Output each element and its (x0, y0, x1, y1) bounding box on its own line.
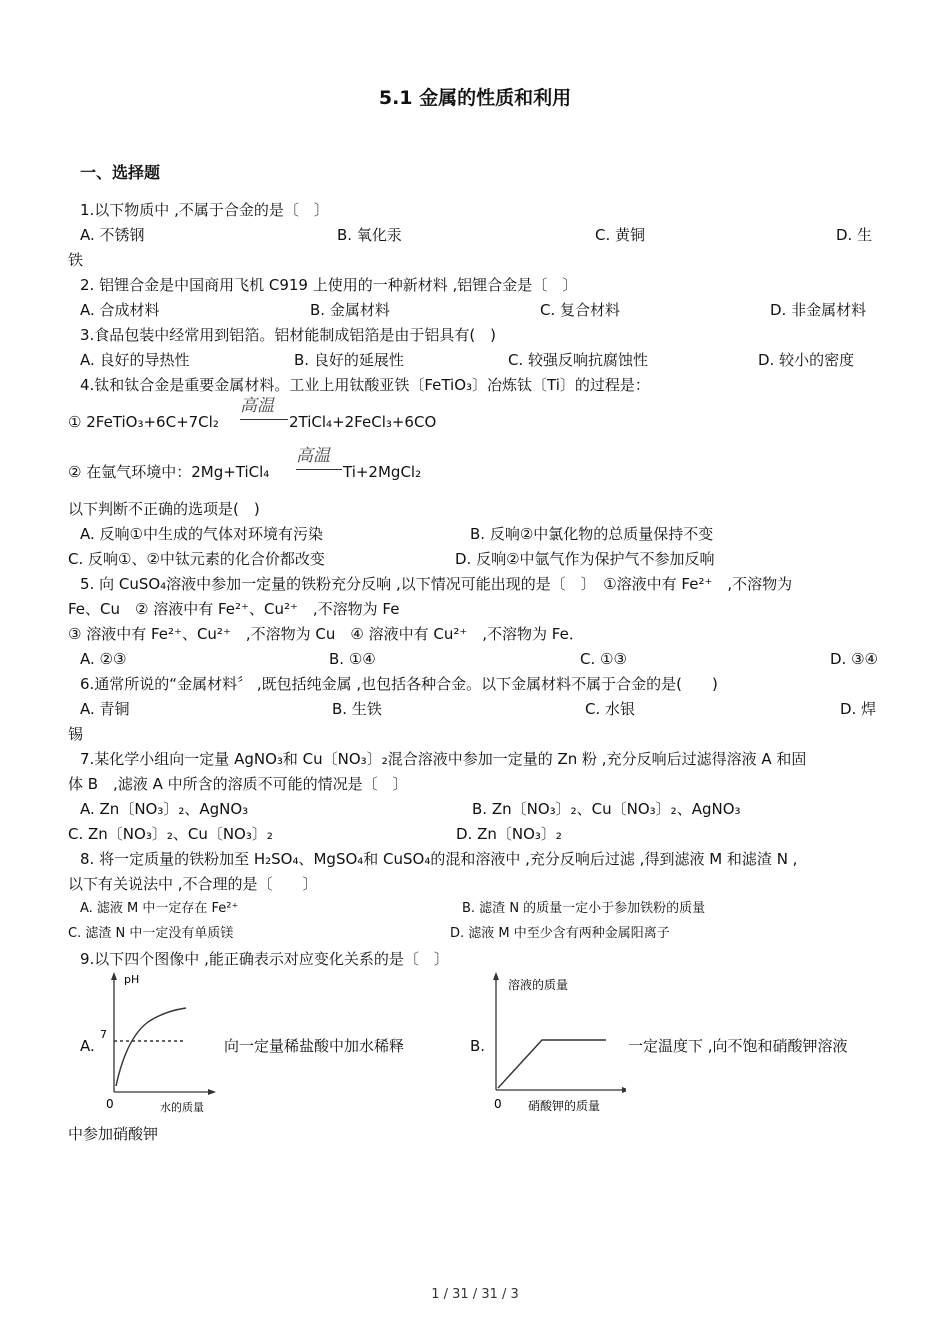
q6-option-b: B. 生铁 (332, 700, 382, 718)
chart-a-x-arrow (208, 1089, 216, 1095)
chart-a-origin: 0 (106, 1097, 114, 1111)
q5-option-c: C. ①③ (580, 650, 627, 668)
q4-equation-1-left: ① 2FeTiO₃+6C+7Cl₂ (68, 413, 219, 431)
q6-stem: 6.通常所说的“金属材料〞 ,既包括纯金属 ,也包括各种合金。以下金属材料不属于合金的是( ) (80, 675, 718, 693)
q1-option-d: D. 生 (836, 226, 873, 244)
q4-equation-2-right: Ti+2MgCl₂ (343, 463, 422, 481)
chart-a-y-arrow (111, 972, 117, 980)
q5-line-1: 5. 向 CuSO₄溶液中参加一定量的铁粉充分反响 ,以下情况可能出现的是〔 〕 ①溶液中有 Fe²⁺ ,不溶物为 (80, 575, 793, 593)
q4-equation-2-left: ② 在氩气环境中：2Mg+TiCl₄ (68, 463, 270, 481)
q2-option-c: C. 复合材料 (540, 301, 621, 319)
q6-option-d: D. 焊 (840, 700, 877, 718)
q9-option-b-text: 一定温度下 ,向不饱和硝酸钾溶液 (628, 1037, 848, 1055)
q4-option-d: D. 反响②中氩气作为保护气不参加反响 (455, 550, 715, 568)
q8-option-b: B. 滤渣 N 的质量一定小于参加铁粉的质量 (462, 901, 706, 916)
q3-option-a: A. 良好的导热性 (80, 351, 190, 369)
q6-option-a: A. 青铜 (80, 700, 130, 718)
q1-option-c: C. 黄铜 (595, 226, 646, 244)
q1-option-a: A. 不锈钢 (80, 226, 145, 244)
q9-option-a-label: A. (80, 1037, 95, 1055)
q3-option-c: C. 较强反响抗腐蚀性 (508, 351, 649, 369)
q5-line-2: Fe、Cu ② 溶液中有 Fe²⁺、Cu²⁺ ,不溶物为 Fe (68, 600, 400, 618)
q7-option-c: C. Zn〔NO₃〕₂、Cu〔NO₃〕₂ (68, 825, 273, 843)
q1-option-b: B. 氧化汞 (337, 226, 402, 244)
chart-b-xlabel: 硝酸钾的质量 (528, 1099, 601, 1113)
q1-stem: 1.以下物质中 ,不属于合金的是〔 〕 (80, 201, 329, 219)
chart-b-origin: 0 (494, 1097, 502, 1111)
q4-ask: 以下判断不正确的选项是( ) (68, 500, 260, 518)
q5-line-3: ③ 溶液中有 Fe²⁺、Cu²⁺ ,不溶物为 Cu ④ 溶液中有 Cu²⁺ ,不溶物为 Fe． (68, 625, 584, 643)
q4-option-b: B. 反响②中氯化物的总质量保持不变 (470, 525, 714, 543)
page-footer: 1 / 31 / 31 / 3 (431, 1287, 519, 1302)
q9-option-b-text-cont: 中参加硝酸钾 (68, 1125, 159, 1143)
chart-b-line (498, 1040, 606, 1088)
q4-condition-2: 高温 (296, 446, 330, 466)
q7-option-b: B. Zn〔NO₃〕₂、Cu〔NO₃〕₂、AgNO₃ (472, 800, 741, 818)
q7-line-1: 7.某化学小组向一定量 AgNO₃和 Cu〔NO₃〕₂混合溶液中参加一定量的 Zn 粉 ,充分反响后过滤得溶液 A 和固 (80, 750, 807, 768)
q9-option-b-label: B. (470, 1037, 486, 1055)
q3-option-b: B. 良好的延展性 (294, 351, 404, 369)
chart-b-ylabel: 溶液的质量 (508, 978, 569, 992)
q7-line-2: 体 B ,滤液 A 中所含的溶质不可能的情况是〔 〕 (68, 775, 408, 793)
chart-b-x-arrow (622, 1087, 626, 1093)
q2-option-a: A. 合成材料 (80, 301, 160, 319)
q3-option-d: D. 较小的密度 (758, 351, 855, 369)
q2-option-d: D. 非金属材料 (770, 301, 867, 319)
q7-option-a: A. Zn〔NO₃〕₂、AgNO₃ (80, 800, 249, 818)
section-heading: 一、选择题 (80, 163, 161, 182)
q8-option-c: C. 滤渣 N 中一定没有单质镁 (68, 926, 234, 941)
q4-option-c: C. 反响①、②中钛元素的化合价都改变 (68, 550, 325, 568)
q8-line-1: 8. 将一定质量的铁粉加至 H₂SO₄、MgSO₄和 CuSO₄的混和溶液中 ,充分反响后过滤 ,得到滤液 M 和滤渣 N , (80, 850, 798, 868)
chart-a-curve (116, 1008, 186, 1086)
q4-arrow-2 (296, 469, 342, 470)
chart-a-ref-label: 7 (100, 1028, 107, 1041)
q1-option-d-cont: 铁 (68, 251, 84, 269)
q5-option-a: A. ②③ (80, 650, 127, 668)
q5-option-b: B. ①④ (329, 650, 376, 668)
chart-b-y-arrow (493, 972, 499, 980)
q6-option-d-cont: 锡 (68, 725, 84, 743)
q4-option-a: A. 反响①中生成的气体对环境有污染 (80, 525, 323, 543)
q5-option-d: D. ③④ (830, 650, 878, 668)
page-title: 5.1 金属的性质和利用 (378, 87, 572, 109)
q4-stem: 4.钛和钛合金是重要金属材料。工业上用钛酸亚铁〔FeTiO₃〕冶炼钛〔Ti〕的过程是： (80, 376, 650, 394)
q4-equation-1-right: 2TiCl₄+2FeCl₃+6CO (289, 413, 437, 431)
q7-option-d: D. Zn〔NO₃〕₂ (456, 825, 562, 843)
q9-stem: 9.以下四个图像中 ,能正确表示对应变化关系的是〔 〕 (80, 950, 449, 968)
q9-chart-a (96, 968, 220, 1118)
q3-stem: 3.食品包装中经常用到铝箔。铝材能制成铝箔是由于铝具有( ) (80, 326, 497, 344)
q9-chart-b (486, 968, 626, 1118)
q2-stem: 2. 铝锂合金是中国商用飞机 C919 上使用的一种新材料 ,铝锂合金是〔 〕 (80, 276, 578, 294)
q2-option-b: B. 金属材料 (310, 301, 390, 319)
q9-option-a-text: 向一定量稀盐酸中加水稀释 (224, 1037, 405, 1055)
chart-a-ylabel: pH (124, 973, 140, 986)
q4-arrow-1 (240, 419, 288, 420)
q4-condition-1: 高温 (240, 396, 274, 416)
q8-option-d: D. 滤液 M 中至少含有两种金属阳离子 (450, 926, 670, 941)
q8-line-2: 以下有关说法中 ,不合理的是〔 〕 (68, 875, 318, 893)
q6-option-c: C. 水银 (585, 700, 636, 718)
q8-option-a: A. 滤液 M 中一定存在 Fe²⁺ (80, 901, 239, 916)
chart-a-xlabel: 水的质量 (160, 1101, 204, 1114)
